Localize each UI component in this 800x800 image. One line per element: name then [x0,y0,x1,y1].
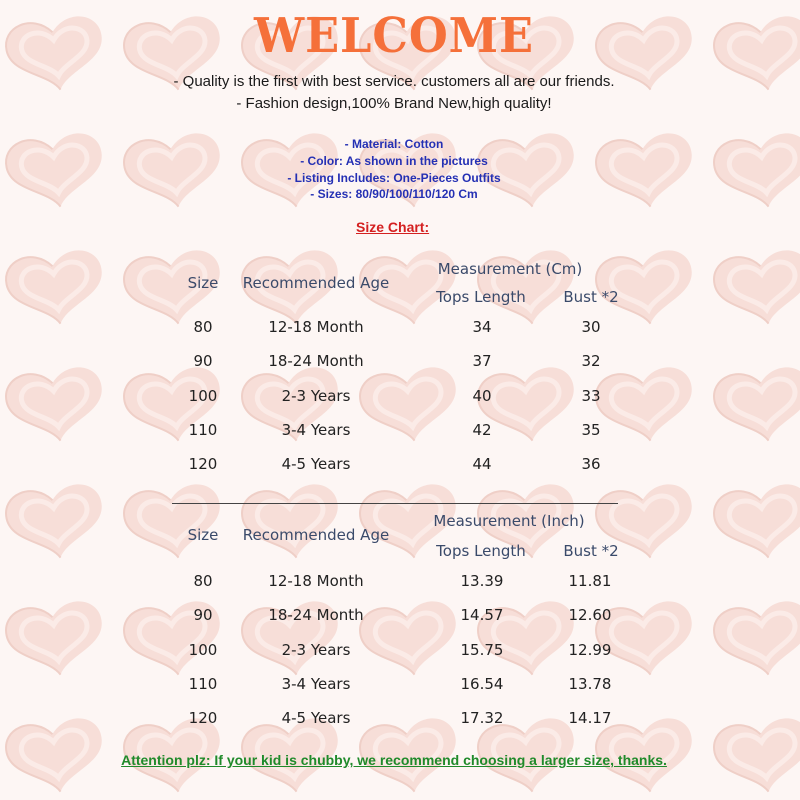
cell-bust: 36 [581,455,601,473]
col-header-measurement: Measurement (Inch) [433,512,585,530]
cell-size: 80 [193,318,213,336]
cell-bust: 12.60 [568,606,612,624]
col-header-bust: Bust *2 [563,288,619,306]
cell-bust: 11.81 [568,572,612,590]
cell-size: 90 [193,606,213,624]
cell-size: 110 [188,421,218,439]
cell-size: 110 [188,675,218,693]
cell-tops-length: 16.54 [460,675,504,693]
cell-age: 18-24 Month [268,352,364,370]
table-divider [172,503,618,504]
cell-tops-length: 13.39 [460,572,504,590]
attention-note: Attention plz: If your kid is chubby, we recommend choosing a larger size, thanks. [121,752,667,768]
cell-bust: 13.78 [568,675,612,693]
cell-tops-length: 15.75 [460,641,504,659]
col-header-size: Size [187,274,219,292]
cell-age: 2-3 Years [281,641,351,659]
cell-age: 12-18 Month [268,572,364,590]
cell-size: 100 [188,387,218,405]
cell-age: 4-5 Years [281,709,351,727]
cell-tops-length: 14.57 [460,606,504,624]
cell-bust: 35 [581,421,601,439]
cell-age: 12-18 Month [268,318,364,336]
tagline-fashion: - Fashion design,100% Brand New,high quality! [236,95,552,112]
col-header-size: Size [187,526,219,544]
tagline-quality: - Quality is the first with best service. customers all are our friends. [173,73,615,90]
col-header-tops-length: Tops Length [436,288,526,306]
spec-listing: - Listing Includes: One-Pieces Outfits [287,171,501,185]
spec-material: - Material: Cotton [344,137,444,151]
cell-tops-length: 34 [472,318,492,336]
cell-age: 3-4 Years [281,421,351,439]
cell-size: 100 [188,641,218,659]
col-header-measurement: Measurement (Cm) [437,260,583,278]
cell-tops-length: 44 [472,455,492,473]
cell-size: 90 [193,352,213,370]
cell-age: 4-5 Years [281,455,351,473]
cell-bust: 14.17 [568,709,612,727]
size-chart-heading: Size Chart: [356,219,430,235]
cell-age: 3-4 Years [281,675,351,693]
col-header-age: Recommended Age [242,526,390,544]
cell-size: 120 [188,455,218,473]
cell-tops-length: 40 [472,387,492,405]
cell-size: 120 [188,709,218,727]
col-header-bust: Bust *2 [563,542,619,560]
cell-size: 80 [193,572,213,590]
cell-bust: 33 [581,387,601,405]
spec-color: - Color: As shown in the pictures [300,154,488,168]
cell-age: 18-24 Month [268,606,364,624]
col-header-tops-length: Tops Length [436,542,526,560]
spec-sizes: - Sizes: 80/90/100/110/120 Cm [310,187,478,201]
col-header-age: Recommended Age [242,274,390,292]
cell-tops-length: 17.32 [460,709,504,727]
cell-age: 2-3 Years [281,387,351,405]
cell-bust: 30 [581,318,601,336]
cell-tops-length: 42 [472,421,492,439]
cell-bust: 32 [581,352,601,370]
cell-bust: 12.99 [568,641,612,659]
welcome-title: WELCOME [254,8,534,64]
cell-tops-length: 37 [472,352,492,370]
